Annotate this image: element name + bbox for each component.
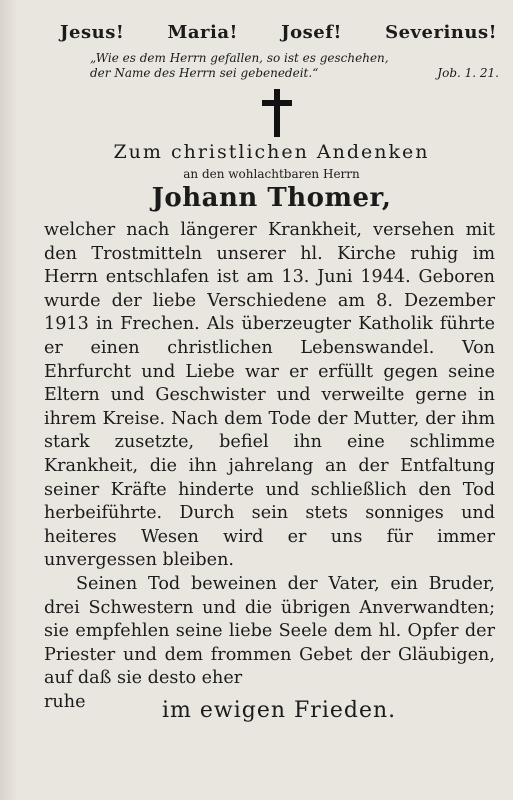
closing-phrase: im ewigen Frieden. xyxy=(162,697,397,723)
obituary-paragraph-2: Seinen Tod beweinen der Vater, ein Bruder, drei Schwestern und die übrigen Anverwandten; sie empfehlen seine liebe Seele dem hl. Opfer der Priester und dem frommen Gebet der Gläubigen, auf daß sie desto eher xyxy=(44,573,495,689)
latin-cross-icon xyxy=(262,89,292,137)
quote-line-1: „Wie es dem Herrn gefallen, so ist es geschehen, xyxy=(90,51,389,65)
deceased-name: Johann Thomer, xyxy=(151,183,392,213)
header-name-severinus: Severinus! xyxy=(385,22,497,43)
closing-word-ruhe: ruhe xyxy=(44,691,86,712)
quote-line-2: der Name des Herrn sei gebenedeit.“ xyxy=(90,66,319,80)
obituary-text xyxy=(44,219,495,721)
obituary-paragraph-1: welcher nach längerer Krankheit, versehen mit den Trostmitteln unserer hl. Kirche ruhig im Herrn entschlafen ist am 13. Juni 1944. Geboren wurde der liebe Verschiedene am 8. Dezember 1913 in Frechen. Als überzeugter Katholik führte er einen christlichen Lebenswandel. Von Ehrfurcht und Liebe war er erfüllt gegen seine Eltern und Geschwister und verweilte gerne in ihrem Kreise. Nach dem Tode der Mutter, der ihm stark zusetzte, befiel ihn eine schlimme Krankheit, die ihn jahrelang an der Entfaltung seiner Kräfte hinderte und schließlich den Tod herbeiführte. Durch sein stets sonniges und heiteres Wesen wird er uns für immer unvergessen bleiben. xyxy=(44,220,495,571)
header-name-josef: Josef! xyxy=(281,22,342,43)
header-invocation xyxy=(60,22,497,43)
card-edge-shadow xyxy=(0,0,18,800)
memorial-title: Zum christlichen Andenken xyxy=(113,141,430,163)
bible-quote xyxy=(90,51,499,81)
closing-row xyxy=(44,691,495,721)
header-name-maria: Maria! xyxy=(167,22,238,43)
memorial-subtitle: an den wohlachtbaren Herrn xyxy=(183,167,360,181)
header-name-jesus: Jesus! xyxy=(60,22,125,43)
quote-reference: Job. 1. 21. xyxy=(437,66,499,80)
cross-container xyxy=(54,89,499,137)
